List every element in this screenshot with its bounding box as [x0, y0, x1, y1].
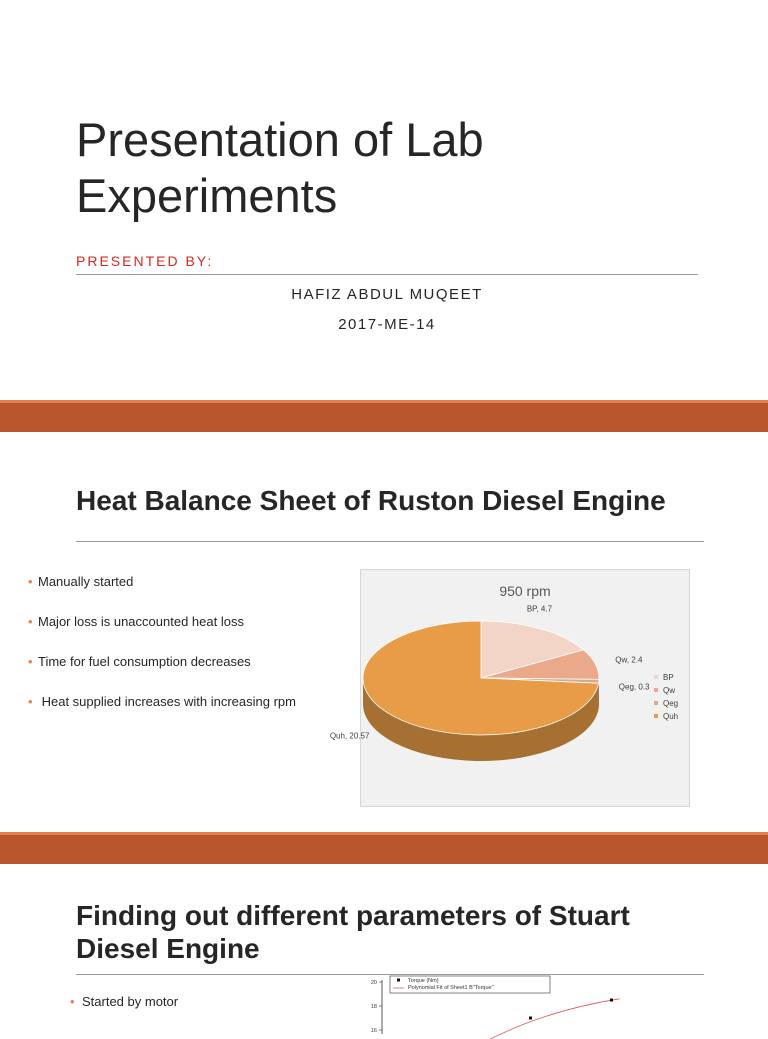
legend-label-qeg: Qeg — [663, 699, 678, 708]
legend-swatch-qw — [654, 688, 658, 692]
data-label-bp: BP, 4.7 — [527, 605, 553, 614]
plot-legend-marker — [397, 979, 400, 982]
plot-fit-curve — [485, 999, 620, 1039]
pie-chart — [361, 570, 691, 808]
presentation-title: Presentation of Lab Experiments — [76, 112, 696, 224]
bullet-list — [28, 574, 348, 734]
title-divider — [76, 274, 698, 275]
legend-label-quh: Quh — [663, 712, 678, 721]
presented-by-label: PRESENTED BY: — [76, 253, 213, 269]
torque-plot-svg — [360, 974, 690, 1034]
data-label-qeg: Qeg, 0.3 — [619, 683, 650, 692]
list-item: • Manually started — [28, 574, 348, 614]
slide-title: Heat Balance Sheet of Ruston Diesel Engine — [76, 484, 716, 518]
plot-y-tick-label: 20 — [371, 980, 377, 986]
chart-legend — [654, 673, 678, 721]
heat-balance-slide — [0, 432, 768, 832]
title-slide — [0, 0, 768, 400]
stuart-engine-slide — [0, 864, 768, 1024]
plot-y-tick-label: 16 — [371, 1028, 377, 1034]
list-item: • Heat supplied increases with increasing rpm — [28, 694, 348, 734]
list-item: • Started by motor — [70, 994, 320, 1009]
plot-y-tick-label: 18 — [371, 1004, 377, 1010]
legend-swatch-quh — [654, 714, 658, 718]
list-item: • Time for fuel consumption decreases — [28, 654, 348, 694]
data-label-qw: Qw, 2.4 — [615, 656, 643, 665]
slide-title: Finding out different parameters of Stuart Diesel Engine — [76, 899, 696, 965]
legend-label-qw: Qw — [663, 686, 675, 695]
pie-chart-container — [360, 569, 690, 807]
slide-separator-band — [0, 400, 768, 432]
bullet-dot-icon: • — [28, 614, 33, 629]
plot-data-point — [529, 1017, 532, 1020]
bullet-dot-icon: • — [28, 574, 33, 589]
data-label-quh: Quh, 20.57 — [330, 731, 370, 740]
plot-legend-label: Polynomial Fit of Sheet1 B"Torque" — [408, 985, 494, 991]
plot-data-point — [610, 999, 613, 1002]
chart-title: 950 rpm — [499, 583, 550, 599]
legend-label-bp: BP — [663, 673, 674, 682]
bullet-dot-icon: • — [28, 654, 33, 669]
legend-swatch-qeg — [654, 701, 658, 705]
bullet-dot-icon: • — [70, 994, 75, 1009]
plot-legend-label: Torque (Nm) — [408, 978, 439, 984]
roll-number: 2017-ME-14 — [76, 316, 698, 333]
slide-separator-band — [0, 832, 768, 864]
title-divider — [76, 541, 704, 542]
legend-swatch-bp — [654, 675, 658, 679]
list-item: • Major loss is unaccounted heat loss — [28, 614, 348, 654]
bullet-dot-icon: • — [28, 694, 33, 709]
pie-slices — [363, 621, 599, 735]
presenter-name: HAFIZ ABDUL MUQEET — [76, 286, 698, 303]
bullet-list — [70, 994, 320, 1009]
torque-plot — [360, 974, 690, 1034]
